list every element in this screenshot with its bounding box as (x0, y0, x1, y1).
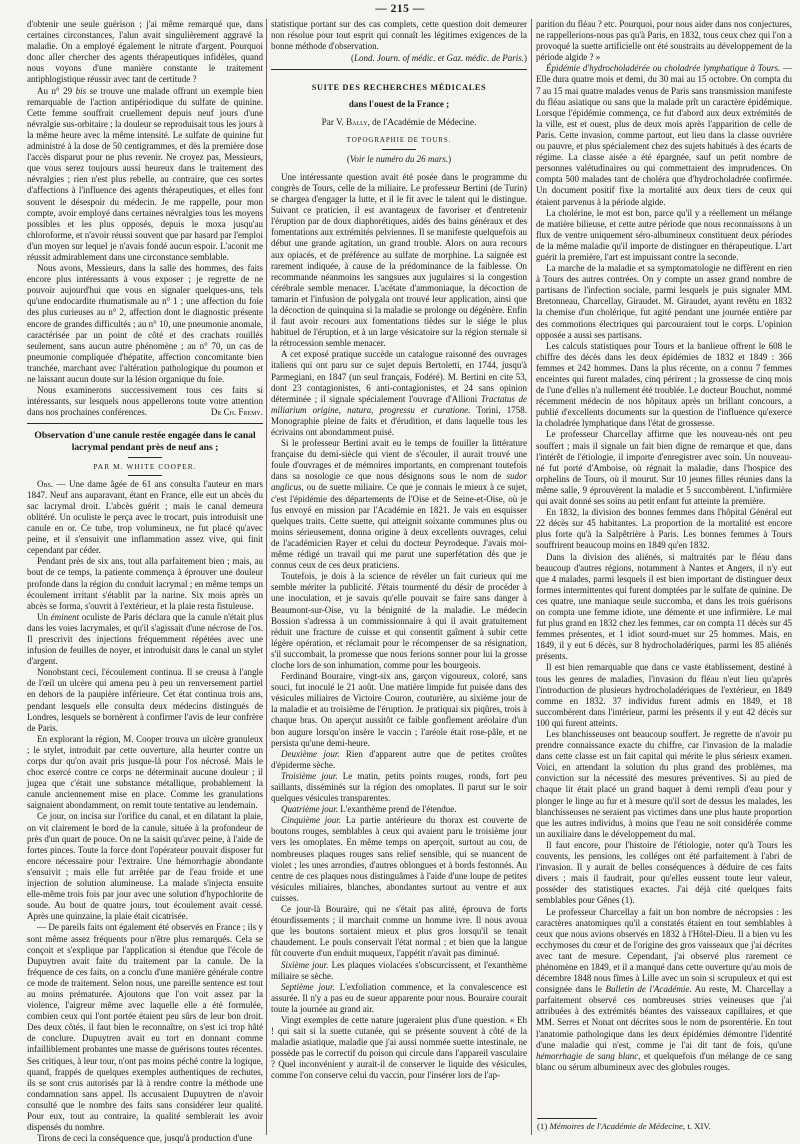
paragraph (27, 263, 263, 385)
source-citation (271, 53, 527, 64)
paragraph (271, 904, 527, 959)
styled-text-segment: hémorrhagie de sang blanc (536, 1050, 639, 1061)
paragraph (536, 907, 792, 1073)
text-segment: En explorant la région, M. Cooper trouva un ulcère granuleux ; le stylet, introduit par cette ouverture, alla heurter contre un corps dur qu'on avait pris jusque-là pour l'os nécrosé. Mais le choc exercé contre ce corps ne déterminait aucune douleur ; il jugea que c'était une substance métallique, probablement la canule anciennement mise en place. Comme les granulations saignaient abondamment, on remit toute tentative au lendemain. (27, 733, 263, 811)
text-segment: A cet exposé pratique succède un catalogue raisonné des ouvrages italiens qui ont paru sur ce sujet depuis Bertoletti, en 1744, jusqu'à Parmegiani, en 1847 (un seul français, Fodéré). M. Bertini en cite 53, dont 23 contagionistes, 6 anti-contagionistes, et 24 sans opinion déterminée ; il signale spécialement l'ouvrage d'Allioni (271, 349, 527, 404)
author-signature: Dr Ch. Fremy. (210, 407, 263, 418)
styled-text-segment: Obs. (37, 478, 54, 489)
paragraph (27, 479, 263, 557)
middle-column (271, 19, 527, 1135)
styled-text-segment: Septième jour. (281, 981, 335, 992)
text-segment: d'obtenir une seule guérison ; j'ai même remarqué que, dans certaines circonstances, l'alun avait singulièrement aggravé la maladie. On a employé également le nitrate d'argent. Pourquoi donc aller chercher des agents thérapeutiques infidèles, quand nous voyons d'une manière constante le traitement antiphlogistique réussir avec tant de certitude ? (27, 19, 263, 85)
text-segment: ) (448, 153, 452, 164)
styled-text-segment: Tractatus de miliarium origine, natura, progressu et curatione. (271, 393, 527, 415)
paragraph (536, 840, 792, 907)
column-divider (266, 19, 267, 1135)
text-segment: Ferdinand Bouraire, vingt-six ans, garçon vigoureux, coloré, sans souci, fut inoculé le 21 août. Une matière limpide fut puisée dans des vésicules miliaires de Victoire Couron, couturière, au sixième jour de la maladie et au troisième de l'éruption. Je pratiquai six piqûres, trois à chaque bras. On aperçut aussitôt ce faible gonflement aréolaire d'un bon augure lorsqu'on insère le vaccin ; l'aréole était rose-pâle, et ne persista qu'une demi-heure. (271, 671, 527, 748)
text-segment: . Au reste, M. Charcellay a parfaitement observé ces nombreuses stries veineuses que j'ai attribuées à des extrémités béantes des vaisseaux capillaires, et que MM. Serres et Nonat ont décrites sous le nom de psorentérie. En tout l'anatomie pathologique dans les deux épidémies démontre l'identité d'une maladie qui n'est, comme je l'ai dit tant de fois, qu'une (536, 984, 792, 1050)
article-title (29, 430, 261, 453)
styled-text-segment: Voir le numéro du 26 mars. (349, 153, 449, 164)
paragraph (536, 63, 792, 207)
page-number: — 215 — (375, 3, 425, 15)
text-segment: Le professeur Charcellay a fait un bon nombre de nécropsies : les caractères anatomiques qu'il a constatés étaient en tout semblables à ceux que nous avions observés en 1832 à l'Hôtel-Dieu. Il a bien vu les ecchymoses du cœur et de l'origine des gros vaisseaux que j'ai décrites avec tant de mesure. Cependant, j'ai observé plus rarement ce phénomène en 1849, et il a manqué dans cette ouverture qu'au mois de décembre 1848 nous fîmes à Lille avec un soin si scrupuleux et qui est consignée dans le (536, 906, 792, 995)
text-segment: — Une dame âgée de 61 ans consulta l'auteur en mars 1847. Neuf ans auparavant, étant en France, elle eut un abcès du sac lacrymal droit. L'abcès guérit ; mais le canal demeura oblitéré. Un oculiste le perça avec le trocart, puis introduisit une canule en or. Ce tube, trop volumineux, ne fut placé qu'avec peine, et il s'ensuivit une inflammation assez vive, qui finit cependant par céder. (27, 478, 263, 556)
text-segment: se trouve une malade offrant un exemple bien remarquable de l'action antipériodique du sulfate de quinine. Cette femme souffrait cruellement depuis neuf jours d'une névralgie sus-orbitaire ; la douleur se reproduisait tous les jours à la même heure avec la même intensité. Le sulfate de quinine fut administré à la dose de 50 centigrammes, et dès la première dose l'accès disparut pour ne plus revenir. Ne croyez pas, Messieurs, que vous serez toujours aussi heureux dans le traitement des névralgies ; rien n'est plus rebelle, au contraire, que ces sortes d'affections à l'influence des agents thérapeutiques, et elles font souvent le désespoir du médecin. Je me rappelle, pour mon compte, avoir employé dans certaines névralgies tous les moyens possibles et les plus opposés, depuis le moxa jusqu'au chloroforme, et n'avoir réussi souvent que par hasard par l'emploi d'un moyen sur lequel je n'avais fondé aucun espoir. L'aconit me réussit admirablement dans une circonstance semblable. (27, 85, 263, 262)
paragraph (536, 507, 792, 551)
paragraph (271, 671, 527, 749)
text-segment: , de l'Académie de Médecine. (367, 116, 477, 127)
text-segment: L'exanthème prend de l'étendue. (338, 804, 457, 815)
paragraph (27, 811, 263, 922)
section-divider (271, 69, 527, 70)
section-topic (271, 135, 527, 146)
text-segment: ) (524, 53, 527, 64)
text-segment: Toutefois, je dois à la science de révéler un fait curieux qui me semble mériter la publicité. J'étais tourmenté du désir de procéder à une inoculation, et je savais qu'elle pouvait se faire sans danger à Beaumont-sur-Oise, vu la bénignité de la maladie. Le médecin Bossion s'adressa à un commissionnaire à qui il avait gratuitement réduit une fracture de cuisse et qui consentit gaîment à subir cette légère opération, et réclamait pour le récompenser de sa résignation, s'il succombait, la promesse que nous ferions sonner pour lui la grosse cloche lors de son inhumation, comme pour les bourgeois. (271, 571, 527, 670)
text-segment: Ce jour, on incisa sur l'orifice du canal, et en dilatant la plaie, on vit clairement le bord de la canule, située à la profondeur de près d'un quart de pouce. On ne la saisit qu'avec peine, à l'aide de fortes pinces. Toute la force dont l'opérateur pouvait disposer fut encore nécessaire pour l'extraire. Une hémorrhagie abondante s'ensuivit ; mais elle fut arrêtée par de l'eau froide et une injection de solution alumineuse. La malade s'injecta ensuite elle-même trois fois par jour avec une solution d'hypochlorite de soude. Au bout de quatre jours, tout écoulement avait cessé. Après une quinzaine, la plaie était cicatrisée. (27, 811, 263, 922)
paragraph-continued (27, 19, 263, 86)
section-heading (271, 82, 527, 93)
styled-text-segment: Épidémie d'hydrocholadérée ou choladrée lymphatique à Tours. (546, 63, 781, 74)
styled-text-segment: sudor anglicus (271, 471, 527, 493)
styled-text-segment: Troisième jour. (281, 770, 338, 781)
text-segment: Vingt exemples de cette nature jugeraient plus d'une question. « Eh ! qui sait si la suette cutanée, qui se présente souvent à côté de la maladie asiatique, maladie que j'ai aussi nommée suette intestinale, ne possède pas le correctif du poison qui circule dans l'appareil vasculaire ? Quel inconvénient y aurait-il de conserver le liquide des vésicules, comme l'on conserve celui du vaccin, pour l'insérer lors de l'ap- (271, 1014, 527, 1081)
short-divider (128, 457, 162, 458)
paragraph (271, 960, 527, 982)
paragraph (27, 1133, 263, 1144)
text-segment: PAR M. WHITE COOPER. (93, 461, 197, 471)
text-segment: oculiste de Paris déclara que la canule n'était plus dans les voies lacrymales, et qu'il s'agissait d'une nécrose de l'os. Il prescrivit des injections fréquemment répétées avec une infusion de feuilles de noyer, et introduisit dans le canal un stylet d'argent. (27, 611, 264, 667)
paragraph (271, 438, 527, 571)
text-segment: Dans la division des aliénés, si maltraités par le fléau dans beaucoup d'autres régions, notamment à Nantes et Angers, il n'y eut que 4 malades, parmi lesquels il est bien important de distinguer deux formes intermittentes qui furent domptées par le sulfate de quinine. De ces quatre, une maniaque seule succomba, et dans les trois guérisons on compta une femme idiote, une démente et une infirmière. Le mal fut plus grand en 1832 chez les femmes, car on compta 11 décès sur 45 femmes présentes, et 1 idiot sourd-muet sur 25 hommes. Mais, en 1849, il y eut 6 décès, sur 8 hydrocholadériques, parmi les 85 aliénés présents. (536, 551, 792, 662)
text-segment: Au n° 29 (37, 85, 76, 96)
short-divider (128, 475, 162, 476)
text-segment: Si le professeur Bertini avait eu le temps de fouiller la littérature française du demi-siècle qui vient de s'écouler, il aurait trouvé une foule d'ouvrages et de mémoires importants, en comprenant toutefois dans sa nosologie ce que nous désignons sous le nom de (271, 438, 527, 482)
paragraph (27, 556, 263, 611)
text-segment: Les plaques violacées s'obscurcissent, et l'exanthème miliaire se sèche. (271, 959, 527, 981)
styled-text-segment: Quatrième jour. (281, 804, 338, 815)
paragraph (271, 172, 527, 350)
styled-text-segment: Bally (346, 116, 368, 127)
left-column (27, 19, 264, 1144)
paragraph (27, 922, 263, 1133)
footnote-title: Mémoires de l'Académie de Médecine (549, 1121, 683, 1131)
text-segment: Nonobstant ceci, l'écoulement continua. Il se creusa à l'angle de l'œil un ulcère qui amena peu à peu un renversement partiel en dehors de la paupière inférieure. Cet état continua trois ans, pendant lesquels elle consulta deux médecins distingués de Londres, lesquels se bornèrent à confirmer l'avis de leur confrère de Paris. (27, 667, 263, 733)
text-segment: La partie antérieure du thorax est couverte de boutons rouges, semblables à ceux qui avaient paru le troisième jour vers les omoplates. En même temps on aperçoit, surtout au cou, de nombreuses plaques rouges sans relief sensible, qui se nuancent de violet ; les unes arrondies, d'autres oblongues et à bords festonnés. Au centre de ces plaques nous distinguâmes à l'aide d'une loupe de petites vésicules miliaires, blanches, abondantes surtout au ventre et aux cuisses. (271, 815, 527, 903)
text-segment: Le matin, petits points rouges, ronds, fort peu saillants, disséminés sur la région des omoplates. Il parut sur le soir quelques vésicules transparentes. (271, 770, 527, 804)
text-segment: Pendant près de six ans, tout alla parfaitement bien ; mais, au bout de ce temps, la patiente commença à éprouver une douleur profonde dans la région du conduit lacrymal ; en même temps un écoulement irritant s'établit par la narine. Six mois après un abcès se forma, s'ouvrit à l'extérieur, et la plaie resta fistuleuse. (27, 556, 263, 611)
text-segment: Nous avons, Messieurs, dans la salle des hommes, des faits encore plus intéressants à vous exposer ; je regrette de ne pouvoir aujourd'hui que vous en signaler quelques-uns, tels qu'une endocardite rhumatismale au n° 1 ; une affection du foie des plus curieuses au n° 2, affection dont le diagnostic présente encore de grandes difficultés ; au n° 10, une pneumonie anomale, caractérisée par un point de côté et des crachats rouillés seulement, sans aucun autre phénomène ; au n° 70, un cas de pneumonie compliquée d'hépatite, affection concomitante bien tranchée, marchant avec l'altération pathologique du poumon et ne laissant aucun doute sur la lésion organique du foie. (27, 263, 263, 384)
styled-text-segment: Sixième jour. (281, 959, 329, 970)
text-segment: SUITE DES RECHERCHES MÉDICALES (311, 83, 487, 93)
paragraph-continued (536, 19, 792, 63)
paragraph (271, 982, 527, 1015)
paragraph (27, 734, 263, 812)
text-segment: ( (346, 153, 350, 164)
text-segment: Il est bien remarquable que dans ce vaste établissement, destiné à tous les genres de maladies, l'invasion du fléau n'eut lieu qu'après l'introduction de plusieurs hydrocholadériques de l'extérieur, en 1849 comme en 1832. 37 individus furent admis en 1849, et 18 succombèrent dans l'intérieur, parmi les présents il y eut 42 décès sur 100 qui furent atteints. (536, 662, 792, 728)
footnote (537, 1121, 791, 1132)
text-segment: La cholérine, le mot est bon, parce qu'il y a réellement un mélange de matière bilieuse, et cette autre période que nous reconnaissons à un flux de ventre uniquement séro-albumineux constituent deux périodes de la même maladie qu'il importe de distinguer en thérapeutique. L'art guérit la première, l'art est impuissant contre la seconde. (536, 207, 792, 262)
text-segment: Par V. (321, 116, 347, 127)
text-segment: Tirons de ceci la conséquence que, jusqu'à production d'une (37, 1133, 253, 1144)
text-segment: La marche de la maladie et sa symptomatologie ne diffèrent en rien à Tours des autres contrées. On y compte un assez grand nombre de partisans de l'infection sociale, parmi lesquels je puis signaler MM. Bretonneau, Charcellay, Giraudet. M. Giraudet, ayant revêtu en 1832 la chemise d'un cholérique, fut agité pendant une journée entière par des commotions électriques qui parcouraient tout le corps. L'opinion opposée a aussi ses partisans. (536, 263, 792, 340)
styled-text-segment: Cinquième jour. (281, 815, 342, 826)
paragraph (536, 208, 792, 263)
styled-text-segment: Bulletin de l'Académie (605, 984, 690, 995)
text-segment: — De pareils faits ont également été observés en France ; ils y sont même assez fréquents pour n'être plus remarqués. Cela se conçoit et s'explique par l'application si étendue que l'école de Dupuytren avait faite du traitement par la canule. De la fréquence de ces faits, on a conclu d'une manière générale contre ce mode de traitement. Selon nous, une pareille sentence est tout au moins prématurée. Ajoutons que l'on voit assez par la violence, l'aigreur même avec laquelle elle a été formulée, combien ceux qui l'ont portée étaient peu sûrs de leur bon droit. Des deux côtés, il faut bien le reconnaître, on s'est ici trop hâté de conclure. Dupuytren avait eu tort en donnant comme infailliblement probantes une masse de guérisons toutes récentes. Ses critiques, à leur tour, n'ont pas moins péché contre la logique, quand, frappés de quelques exemples authentiques de rechutes, ils se sont crus autorisés par là à rendre contre la méthode une condamnation sans appel. Ils accusaient Dupuytren de n'avoir consulté que le nombre des faits sans considérer leur qualité. Pour eux, tout au contraire, la qualité semblerait les avoir dispensés du nombre. (27, 922, 263, 1133)
paragraph (271, 804, 527, 815)
paragraph (271, 571, 527, 671)
styled-text-segment: bis (75, 85, 87, 96)
footnote-mark: (1) (537, 1121, 550, 1131)
text-segment: Un (37, 611, 51, 622)
text-segment: , et quelquefois d'un mélange de ce sang blanc ou sérum albumineux avec des globules rouges. (536, 1050, 792, 1072)
text-segment: Les blanchisseuses ont beaucoup souffert. Je regrette de n'avoir pu prendre connaissance exacte du chiffre, car l'invasion de la maladie dans cette classe est un fait capital qui mérite le plus sérieux examen. Voici, en attendant la solution du plus grand des problèmes, ma conviction sur la nécessité des mesures préventives. Si au pied de chaque lit était placé un grand baquet à demi rempli d'eau pour y plonger le linge au fur et à mesure qu'il sort de dessus les malades, les blanchisseuses ne seraient pas victimes dans une plus haute proportion que les autres individus, à moins que l'eau ne soit considérée comme un auxiliaire dans le développement du mal. (536, 729, 792, 839)
paragraph (271, 815, 527, 904)
article-byline (271, 117, 527, 128)
text-segment: ( (351, 53, 355, 64)
text-segment: Ce jour-là Bouraire, qui ne s'était pas alité, éprouva de forts étourdissements ; il marchait comme un homme ivre. Il nous avoua que les boutons sortaient mieux et plus gros lorsqu'il se tenait chaudement. Le pouls conservait l'état normal ; et bien que la langue fût couverte d'un enduit muqueux, l'appétit n'avait pas diminué. (271, 904, 527, 959)
styled-text-segment: éminent (50, 611, 80, 622)
paragraph (271, 771, 527, 804)
text-segment: TOPOGRAPHIE DE TOURS. (346, 135, 452, 144)
paragraph (27, 612, 263, 667)
right-column (536, 19, 792, 1113)
paragraph (27, 667, 263, 734)
paragraph (27, 86, 263, 264)
paragraph (536, 263, 792, 341)
text-segment: Observation d'une canule restée engagée dans le canal lacrymal pendant près de neuf ans ; (34, 430, 256, 453)
text-segment: Rien d'apparent autre que de petites croûtes d'épiderme sèche. (271, 748, 528, 770)
section-subheading (271, 99, 527, 110)
short-divider (382, 149, 416, 150)
text-segment: Le professeur Charcellay affirme que les nouveau-nés ont peu souffert ; mais il signale un fait bien digne de remarque et que, dans l'intérêt de l'étiologie, il importe d'enregistrer avec soin. Un nouveau-né fut porté d'Amboise, où régnait la maladie, dans l'hospice des orphelins de Tours, où il mourut. Sur 10 jeunes filles réunies dans la même salle, 9 éprouvèrent la maladie et 5 succombèrent. L'infirmière qui avait donné ses soins au petit enfant fut atteinte la première. (536, 429, 792, 507)
paragraph-continued (271, 19, 527, 52)
styled-text-segment: Lond. Journ. of médic. et Gaz. médic. de Paris. (354, 53, 524, 64)
paragraph (27, 385, 263, 418)
text-segment: Les calculs statistiques pour Tours et la banlieue offrent le 608 le chiffre des décès dans les deux épidémies de 1832 et 1849 : 366 femmes et 242 hommes. Dans la plus récente, on a connu 7 femmes enceintes qui furent malades, cinq périrent ; la grossesse de cinq mois de l'une d'elles n'a nullement été troublée. Le docteur Bouchut, nommé récemment médecin de nos hôpitaux après un brillant concours, a publié d'excellents documents sur la question de l'influence qu'exerce la choladrée lymphatique dans l'état de grossesse. (536, 340, 792, 429)
paragraph (536, 552, 792, 663)
paragraph (271, 349, 527, 438)
paragraph (536, 429, 792, 507)
text-segment: , ou de suette miliaire. Ce que je connais le mieux à ce sujet, c'est l'épidémie des départements de l'Oise et de Seine-et-Oise, où je fus envoyé en mission par l'Académie en 1821. Je vais en esquisser quelques traits. Cette suette, qui atteignit soixante communes plus ou moins sérieusement, donna origine à deux excellents ouvrages, celui de l'académicien Rayer et celui du docteur Peyrodeque. J'avais moi-même rédigé un travail qui me parut une superfétation dès que je connus ceux de ces deux praticiens. (271, 482, 527, 571)
paragraph (536, 729, 792, 840)
paragraph (271, 749, 527, 771)
text-segment: Nous examinerons successivement tous ces faits si intéressants, sur lesquels nous appellerons toute votre attention dans nos prochaines conférences. (27, 385, 263, 418)
text-segment: Torini, 1758. Monographie pleine de faits et d'érudition, et dans laquelle tous les écrivains ont abondamment puisé. (271, 404, 527, 437)
cross-reference (271, 154, 527, 165)
footnote-rest: , t. XIV. (682, 1121, 711, 1131)
text-segment: En 1832, la division des bonnes femmes dans l'hôpital Général eut 22 décès sur 45 habitantes. La proportion de la mortalité est encore plus forte qu'à la Salpêtrière à Paris. Les bonnes femmes à Tours souffrirent beaucoup moins en 1849 qu'en 1832. (536, 507, 792, 551)
styled-text-segment: Deuxième jour. (281, 748, 340, 759)
text-segment: L'exfoliation commence, et la convalescence est assurée. Il n'y a pas eu de sueur apparente pour nous. Bouraire courait toute la journée au grand air. (271, 981, 527, 1014)
text-segment: statistique portant sur des cas complets, cette question doit demeurer non résolue pour tout esprit qui connaît les légitimes exigences de la bonne méthode d'observation. (271, 19, 527, 52)
footnote-divider (537, 1118, 597, 1119)
text-segment: Une intéressante question avait été posée dans le programme du congrès de Tours, celle de la miliaire. Le professeur Bertini (de Turin) se chargea d'engager la lutte, et il le fit avec le talent qui le distingue. Suivant ce praticien, il est avantageux de favoriser et d'entretenir l'éruption par de doux diaphorétiques, aidés des bains généraux et des fomentations aux extrémités pelviennes. Il se manifeste quelquefois au début une grande agitation, un grand trouble. Alors on aura recours aux opiacés, et de préférence au sulfate de morphine. La saignée est rarement indiquée, à cause de la prédominance de la faiblesse. On recommande néanmoins les sangsues aux jugulaires si la congestion cérébrale semble menacer. L'acétate d'ammoniaque, la décoction de tamarin et l'infusion de polygala ont trouvé leur application, ainsi que la décoction de quinquina si la maladie se prolonge ou dégénère. Enfin il faut avoir recours aux fomentations tièdes sur le siége le plus habituel de l'éruption, et à un large vésicatoire sur la région sternale si la rétrocession semble menacer. (271, 171, 527, 349)
text-segment: Il faut encore, pour l'histoire de l'étiologie, noter qu'à Tours les couvents, les pensions, les colléges ont été parfaitement à l'abri de l'invasion. Il y aurait de belles conséquences à déduire de ces faits divers ; mais il faudrait, pour qu'elles eussent toute leur valeur, posséder des statistiques exactes. J'ai déjà cité quelques faits semblables pour Gênes (1). (536, 839, 792, 906)
paragraph (536, 341, 792, 430)
text-segment: dans l'ouest de la France ; (348, 99, 450, 110)
text-segment: parition du fléau ? etc. Pourquoi, pour nous aider dans nos conjectures, ne rappellerions-nous pas qu'à Paris, en 1832, tous ceux chez qui l'on a provoqué la suette artificielle ont été soustraits au développement de la période algide ? » (536, 19, 792, 63)
paragraph (271, 1015, 527, 1082)
column-divider (531, 19, 532, 1135)
article-byline (27, 461, 263, 472)
section-divider (27, 423, 263, 424)
paragraph (536, 662, 792, 729)
text-segment: — Elle dura quatre mois et demi, du 30 mai au 15 octobre. On compta du 7 au 15 mai quatre malades venus de Paris sans transmission manifeste du fléau asiatique ou sans que la malade prît un caractère épidémique. Lorsque l'épidémie commença, ce fut d'abord aux deux extrémités de la ville, est et ouest, plus de deux mois après l'apparition de celle de Paris. Cette invasion, comme partout, eut lieu dans la classe ouvrière ou pauvre, et plus spécialement chez des sujets habitués à des écarts de régime. La classe aisée a été épargnée, sauf un petit nombre de personnes valétudinaires ou qui commettaient des imprudences. On compta 500 malades tant de choléra que d'hydrocholadrée confirmée. Un document positif fixe la mortalité aux deux tiers de ceux qui étaient parvenus à la période algide. (536, 63, 793, 207)
